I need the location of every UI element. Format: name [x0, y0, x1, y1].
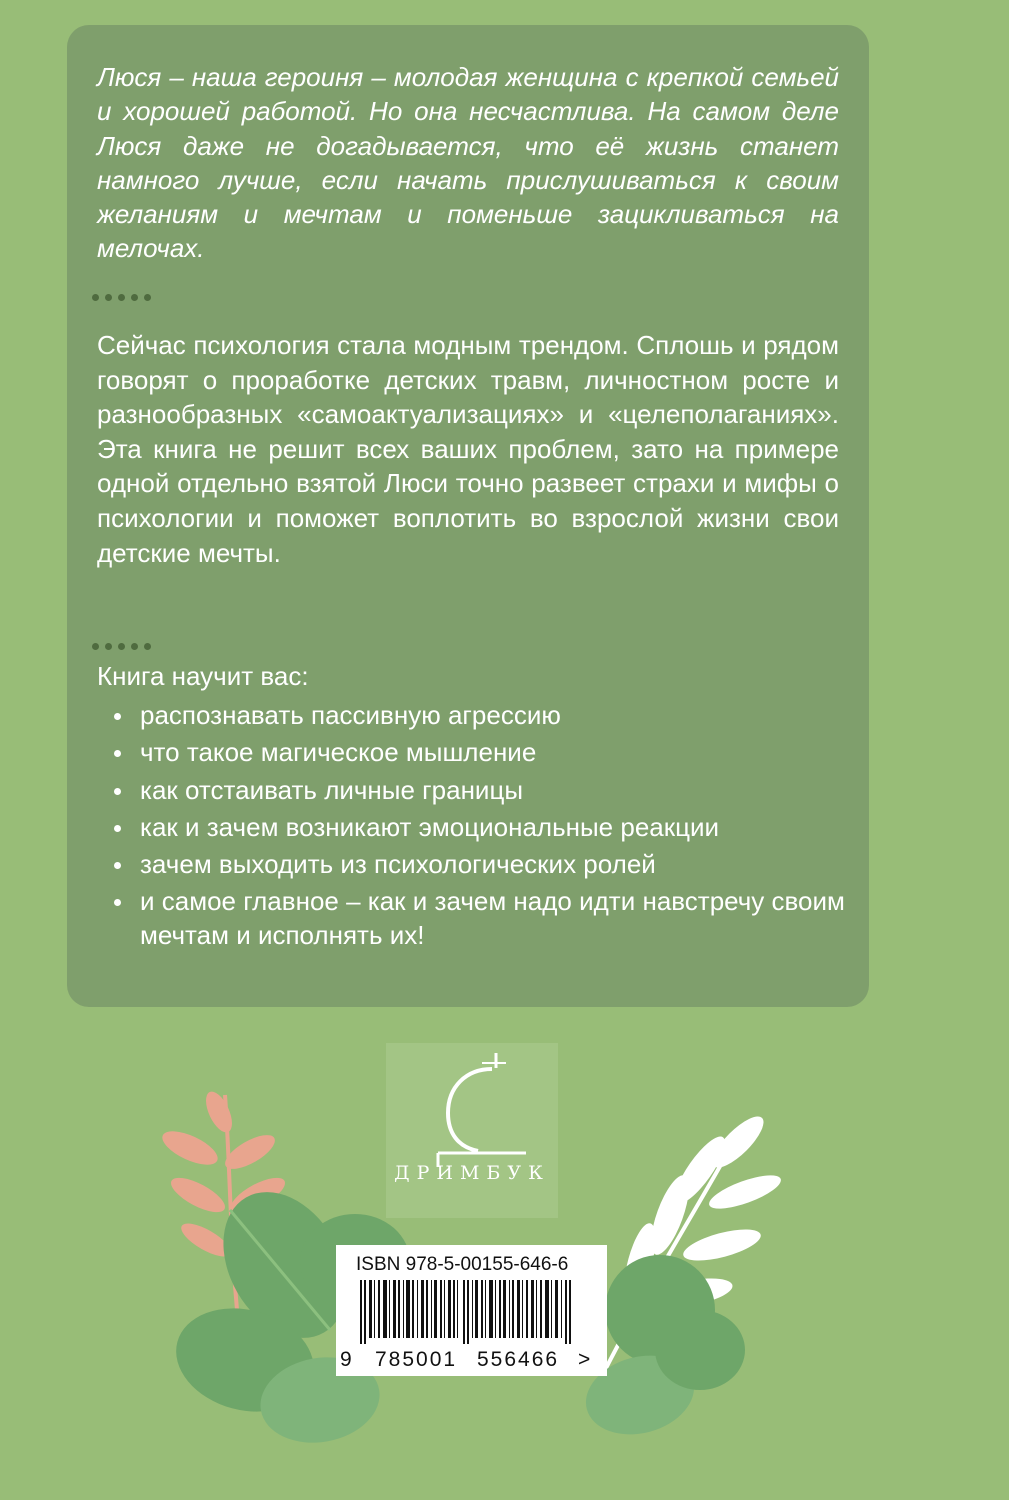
learn-heading: Книга научит вас: [97, 661, 309, 691]
separator-dots [92, 294, 151, 301]
isbn-label: ISBN 978-5-00155-646-6 [356, 1254, 569, 1275]
barcode-digit-end: > [578, 1348, 591, 1371]
publisher-logo [386, 1043, 558, 1218]
learn-list [97, 698, 857, 956]
barcode-digits-left: 785001 [375, 1348, 458, 1371]
barcode-digit-first: 9 [340, 1348, 352, 1371]
list-item: и самое главное – как и зачем надо идти навстречу своим мечтам и исполнять их! [97, 884, 857, 952]
intro-paragraph: Люся – наша героиня – молодая женщина с крепкой семьей и хорошей работой. Но она несчастлива. На самом деле Люся даже не догадывается, что её жизнь станет намного лучше, если начать прислушиваться к своим желаниям и мечтам и поменьше зацикливаться на мелочах. [97, 62, 839, 264]
list-item: как и зачем возникают эмоциональные реакции [97, 810, 857, 844]
publisher-name: ДРИМБУК [394, 1162, 550, 1184]
list-item: зачем выходить из психологических ролей [97, 847, 857, 881]
list-item: как отстаивать личные границы [97, 773, 857, 807]
separator-dots [92, 643, 151, 650]
barcode-bars [360, 1280, 580, 1344]
barcode-digits-right: 556466 [477, 1348, 560, 1371]
description-paragraph: Сейчас психология стала модным трендом. Сплошь и рядом говорят о проработке детских травм, личностном росте и разнообразных «самоактуализациях» и «целеполаганиях». Эта книга не решит всех ваших проблем, зато на примере одной отдельно взятой Люси точно развеет страхи и мифы о психологии и поможет воплотить во взрослой жизни свои детские мечты. [97, 330, 839, 568]
list-item: распознавать пассивную агрессию [97, 698, 857, 732]
list-item: что такое магическое мышление [97, 735, 857, 769]
